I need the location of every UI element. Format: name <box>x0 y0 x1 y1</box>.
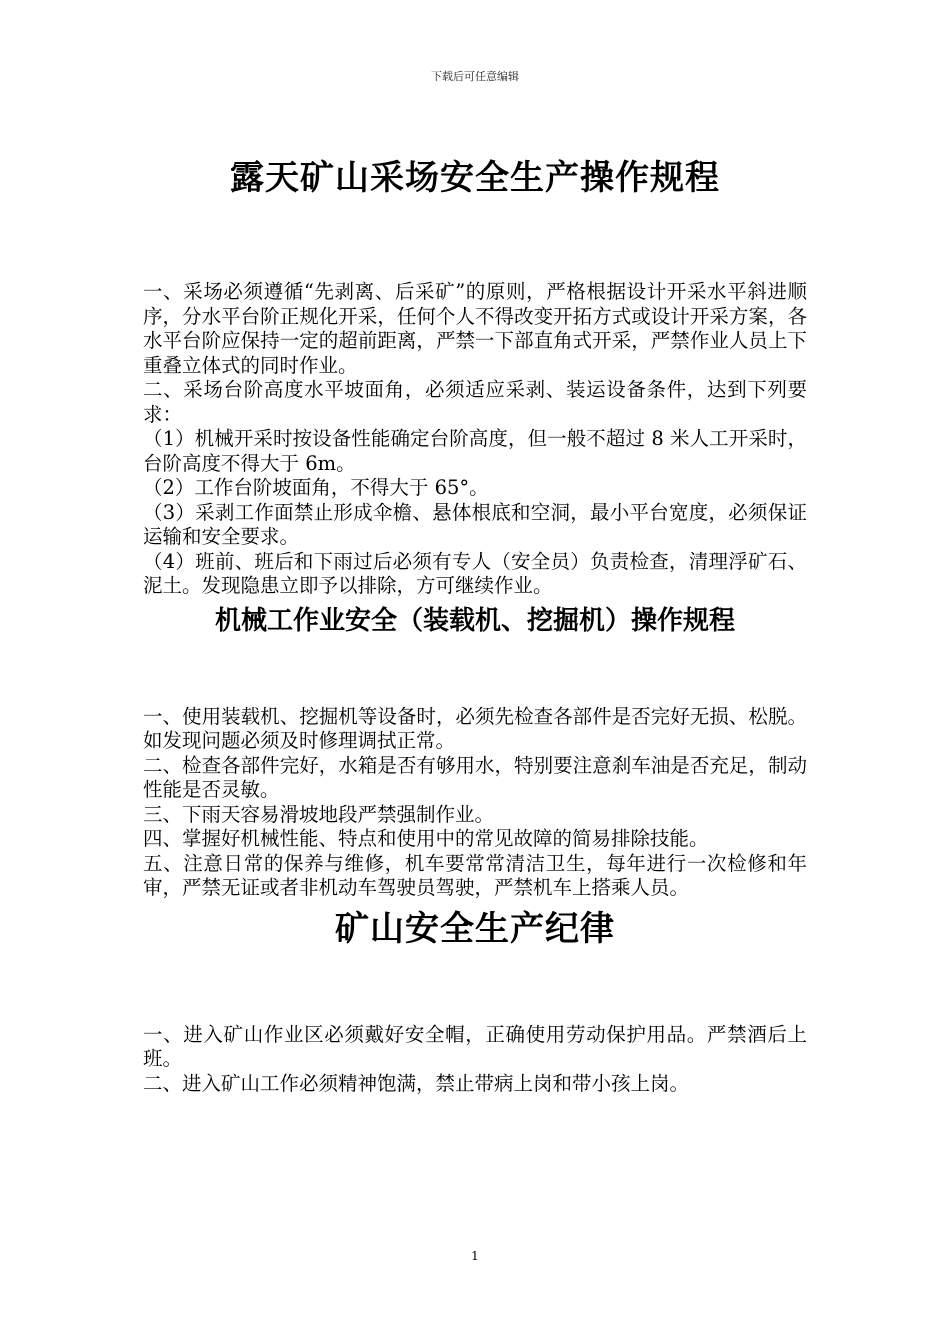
document-content <box>143 150 807 1096</box>
paragraph: 一、使用装载机、挖掘机等设备时，必须先检查各部件是否完好无损、松脱。如发现问题必须及时修理调拭正常。 <box>143 704 807 752</box>
paragraph: 一、进入矿山作业区必须戴好安全帽，正确使用劳动保护用品。严禁酒后上班。 <box>143 1022 807 1070</box>
paragraph: （4）班前、班后和下雨过后必须有专人（安全员）负责检查，清理浮矿石、泥土。发现隐患立即予以排除，方可继续作业。 <box>143 549 807 597</box>
section-title-open-pit-safety: 露天矿山采场安全生产操作规程 <box>230 158 720 198</box>
page-header: 下载后可任意编辑 <box>431 70 519 83</box>
section-body-machinery-operation <box>143 705 807 901</box>
paragraph: 一、采场必须遵循“先剥离、后采矿”的原则，严格根据设计开采水平斜进顺序，分水平台阶正规化开采，任何个人不得改变开拓方式或设计开采方案，各水平台阶应保持一定的超前距离，严禁一下部直角式开采，严禁作业人员上下重叠立体式的同时作业。 <box>143 280 807 377</box>
page-number: 1 <box>471 1249 479 1263</box>
section-title-mine-discipline: 矿山安全生产纪律 <box>335 908 615 949</box>
paragraph: （3）采剥工作面禁止形成伞檐、悬体根底和空洞，最小平台宽度，必须保证运输和安全要求。 <box>143 500 807 548</box>
section-body-open-pit-safety <box>143 280 807 599</box>
paragraph: 二、采场台阶高度水平坡面角，必须适应采剥、装运设备条件，达到下列要求： <box>143 378 807 426</box>
section-body-mine-discipline <box>143 1023 807 1097</box>
paragraph: 三、下雨天容易滑坡地段严禁强制作业。 <box>143 802 495 826</box>
paragraph: 四、掌握好机械性能、特点和使用中的常见故障的简易排除技能。 <box>143 827 709 850</box>
section-title-machinery-operation: 机械工作业安全（装载机、挖掘机）操作规程 <box>214 605 735 636</box>
paragraph: 五、注意日常的保养与维修，机车要常常清洁卫生，每年进行一次检修和年审，严禁无证或者非机动车驾驶员驾驶，严禁机车上搭乘人员。 <box>143 851 807 899</box>
paragraph: 二、进入矿山工作必须精神饱满，禁止带病上岗和带小孩上岗。 <box>143 1071 690 1095</box>
paragraph: （1）机械开采时按设备性能确定台阶高度，但一般不超过 8 米人工开采时，台阶高度不得大于 6m。 <box>143 427 807 475</box>
paragraph: （2）工作台阶坡面角，不得大于 65°。 <box>143 476 489 499</box>
paragraph: 二、检查各部件完好，水箱是否有够用水，特别要注意刹车油是否充足，制动性能是否灵敏。 <box>143 753 807 801</box>
